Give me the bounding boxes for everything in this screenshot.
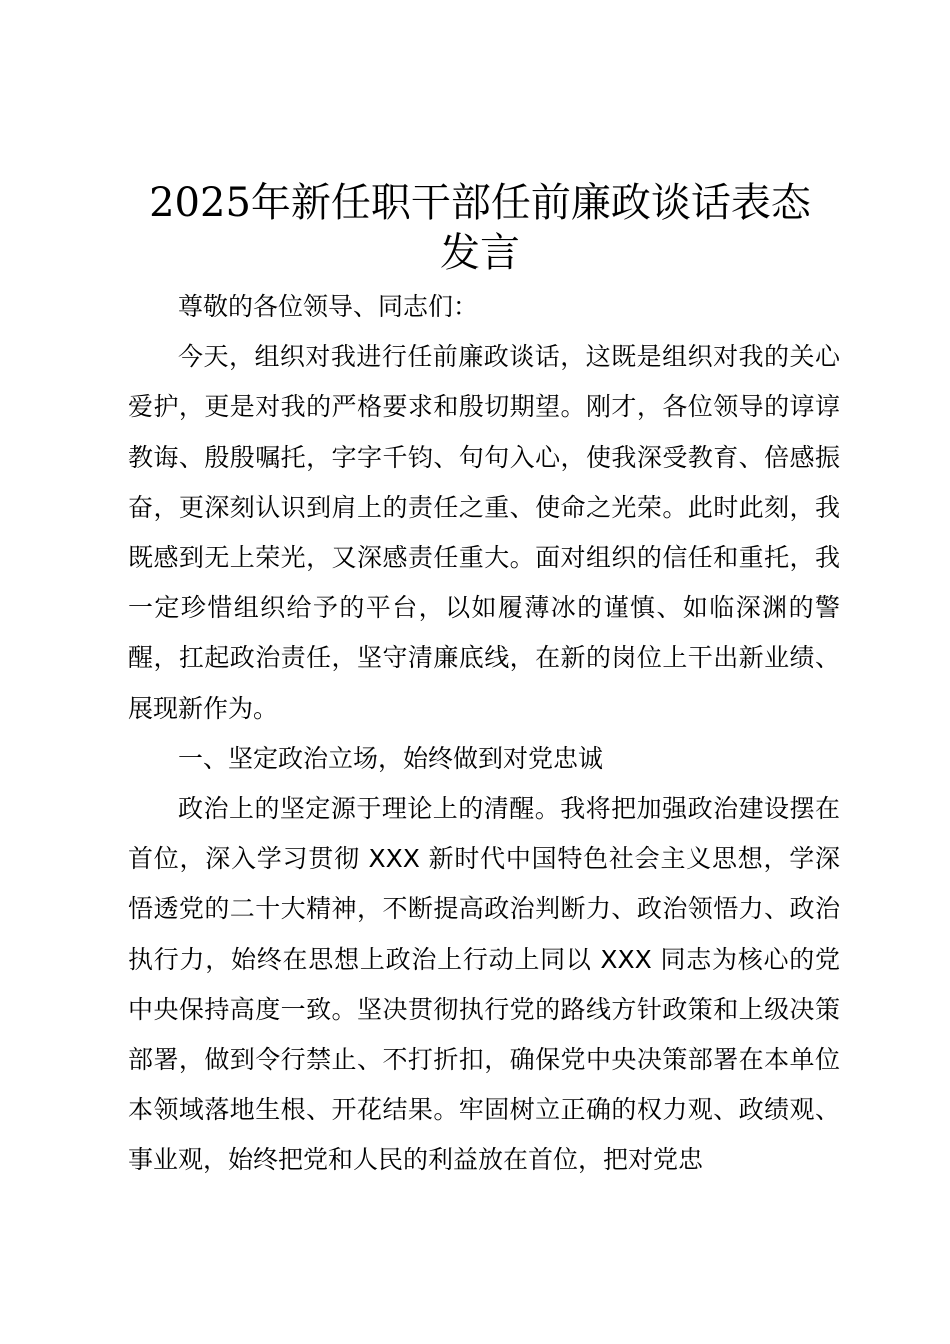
document-body xyxy=(128,282,840,1186)
salutation: 尊敬的各位领导、同志们： xyxy=(178,292,479,321)
document-title xyxy=(100,178,860,278)
title-line-1: 2025年新任职干部任前廉政谈话表态 xyxy=(149,180,811,226)
paragraph-section-1: 政治上的坚定源于理论上的清醒。我将把加强政治建设摆在首位，深入学习贯彻 XXX 新时代中国特色社会主义思想，学深悟透党的二十大精神，不断提高政治判断力、政治领悟力、政治执行力，始终在思想上政治上行动上同以 XXX 同志为核心的党中央保持高度一致。坚决贯彻执行党的路线方针政策和上级决策部署，做到令行禁止、不打折扣，确保党中央决策部署在本单位本领域落地生根、开花结果。牢固树立正确的权力观、政绩观、事业观，始终把党和人民的利益放在首位，把对党忠 xyxy=(128,794,840,1175)
title-line-2: 发言 xyxy=(440,230,520,276)
paragraph-intro: 今天，组织对我进行任前廉政谈话，这既是组织对我的关心爱护，更是对我的严格要求和殷切期望。刚才，各位领导的谆谆教诲、殷殷嘱托，字字千钧、句句入心，使我深受教育、倍感振奋，更深刻认识到肩上的责任之重、使命之光荣。此时此刻，我既感到无上荣光，又深感责任重大。面对组织的信任和重托，我一定珍惜组织给予的平台，以如履薄冰的谨慎、如临深渊的警醒，扛起政治责任，坚守清廉底线，在新的岗位上干出新业绩、展现新作为。 xyxy=(128,342,840,723)
section-heading-1: 一、坚定政治立场，始终做到对党忠诚 xyxy=(178,743,604,773)
